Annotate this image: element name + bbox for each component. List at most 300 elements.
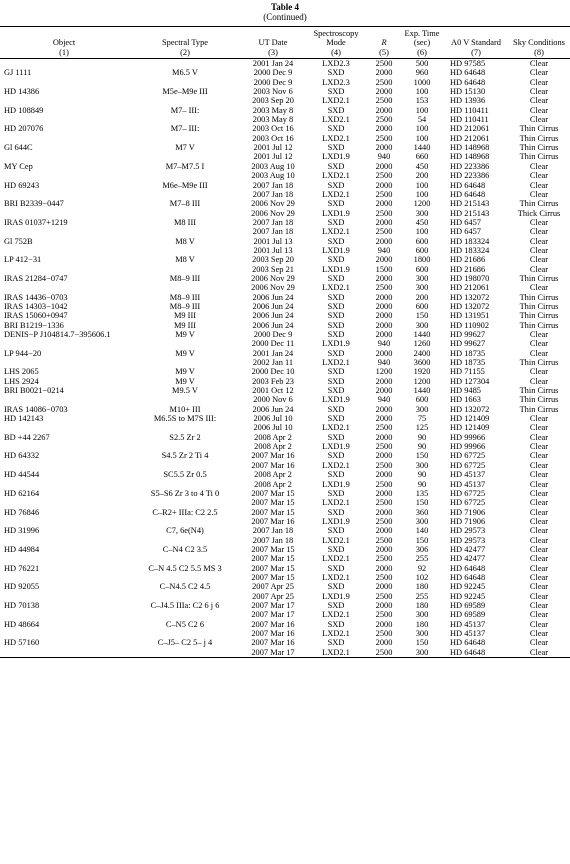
cell-exp-time: 300: [415, 208, 429, 218]
cell-sky: Clear: [529, 488, 549, 498]
table-row: [0, 274, 570, 283]
cell-mode: LXD1.9: [322, 245, 350, 255]
table-row: [0, 582, 570, 591]
table-row: [0, 152, 570, 161]
cell-ut-date: 2006 Jun 24: [252, 301, 294, 311]
cell-exp-time: 54: [417, 115, 427, 125]
cell-sky: Clear: [529, 498, 549, 508]
cell-object: [0, 554, 128, 563]
cell-ut-date: 2007 Mar 17: [242, 648, 304, 658]
cell-mode: SXD: [327, 367, 345, 377]
table-row: [0, 648, 570, 658]
cell-mode: LXD1.9: [322, 264, 350, 274]
cell-mode: SXD: [327, 563, 345, 573]
cell-object: [0, 498, 128, 507]
cell-exp-time: 135: [415, 488, 429, 498]
table-row: [0, 115, 570, 124]
cell-mode: SXD: [327, 273, 345, 283]
cell-spectral-type: M5e–M9e III: [162, 87, 208, 97]
cell-mode: SXD: [327, 582, 345, 592]
cell-ut-date: 2006 Nov 29: [251, 283, 295, 293]
cell-spectral-type: [128, 423, 242, 432]
cell-object: HD 69243: [4, 180, 40, 190]
table-row: [0, 96, 570, 105]
cell-exp-time: 450: [415, 217, 429, 227]
cell-sky: Clear: [529, 348, 549, 358]
cell-resolution: 2000: [375, 255, 393, 265]
cell-ut-date: 2000 Dec 10: [251, 367, 295, 377]
cell-resolution: 2000: [375, 470, 393, 480]
cell-standard: HD 18735: [450, 348, 486, 358]
cell-spectral-type: M9 V: [175, 348, 195, 358]
cell-ut-date: 2003 Nov 6: [253, 87, 293, 97]
cell-ut-date: 2008 Apr 2: [254, 470, 292, 480]
cell-sky: Clear: [529, 600, 549, 610]
cell-object: [0, 648, 128, 658]
cell-mode: LXD1.9: [322, 591, 350, 601]
cell-spectral-type: M9 III: [173, 311, 197, 321]
cell-sky: Thin Cirrus: [519, 301, 559, 311]
table-row: [0, 461, 570, 470]
cell-standard: HD 92245: [450, 582, 486, 592]
cell-ut-date: 2008 Apr 2: [254, 442, 292, 452]
cell-mode: LXD1.9: [322, 395, 350, 405]
cell-standard: HD 148968: [450, 143, 490, 153]
cell-mode: SXD: [327, 330, 345, 339]
table-row: [0, 592, 570, 601]
cell-object: HD 62164: [4, 488, 40, 498]
cell-ut-date: 2007 Mar 16: [251, 516, 295, 526]
cell-spectral-type: M10+ III: [169, 404, 201, 414]
cell-ut-date: 2001 Jul 13: [253, 245, 293, 255]
cell-spectral-type: [128, 339, 242, 348]
cell-mode: LXD2.1: [304, 648, 368, 658]
cell-object: HD 48664: [4, 619, 40, 629]
cell-standard: HD 64648: [450, 77, 486, 87]
col-number: (5): [368, 48, 400, 59]
cell-resolution: 2000: [375, 161, 393, 171]
table-row: [0, 620, 570, 629]
cell-ut-date: 2007 Mar 16: [251, 619, 295, 629]
cell-sky: Clear: [529, 442, 549, 452]
cell-sky: Clear: [529, 189, 549, 199]
cell-exp-time: 100: [415, 124, 429, 134]
table-row: [0, 423, 570, 432]
cell-sky: Thin Cirrus: [519, 404, 559, 414]
table-row: [0, 451, 570, 460]
cell-resolution: 2000: [375, 311, 393, 321]
cell-spectral-type: C–N5 C2 6: [165, 619, 205, 629]
cell-object: HD 44544: [4, 470, 40, 480]
cell-resolution: 2000: [375, 124, 393, 134]
cell-object: [0, 461, 128, 470]
cell-resolution: 2500: [375, 133, 393, 143]
cell-sky: Clear: [529, 77, 549, 87]
table-row: [0, 573, 570, 582]
cell-resolution: 2500: [375, 77, 393, 87]
cell-ut-date: 2007 Jan 18: [252, 526, 294, 536]
table-body: [0, 59, 570, 658]
table-row: [0, 349, 570, 358]
cell-object: IRAS 21284−0747: [4, 273, 68, 283]
cell-sky: Thin Cirrus: [519, 386, 559, 396]
cell-object: [0, 227, 128, 236]
col-header-ut-date: UT Date: [242, 27, 304, 48]
cell-standard: HD 71155: [450, 367, 485, 377]
cell-sky: Thin Cirrus: [519, 395, 559, 405]
cell-ut-date: 2008 Apr 2: [254, 479, 292, 489]
cell-mode: LXD2.1: [322, 189, 350, 199]
cell-mode: LXD2.1: [322, 96, 350, 106]
col-number: (1): [0, 48, 128, 59]
cell-sky: Clear: [529, 87, 549, 97]
cell-standard: HD 110411: [450, 115, 489, 125]
cell-object: [0, 480, 128, 489]
cell-mode: SXD: [327, 619, 345, 629]
cell-sky: Clear: [529, 330, 549, 339]
cell-resolution: 2500: [375, 460, 393, 470]
cell-object: HD 31996: [4, 526, 40, 536]
table-row: [0, 638, 570, 647]
cell-mode: SXD: [327, 507, 345, 517]
cell-mode: SXD: [327, 143, 345, 153]
cell-resolution: 2000: [375, 330, 393, 339]
cell-standard: HD 64648: [444, 648, 508, 658]
cell-standard: HD 215143: [450, 199, 490, 209]
cell-resolution: 2000: [375, 600, 393, 610]
cell-spectral-type: [128, 59, 242, 69]
cell-exp-time: 200: [415, 171, 429, 181]
cell-standard: HD 223386: [450, 171, 490, 181]
cell-object: LP 944−20: [4, 348, 42, 358]
col-number: (7): [444, 48, 508, 59]
cell-exp-time: 1440: [413, 143, 431, 153]
cell-sky: Clear: [529, 227, 549, 237]
cell-object: [0, 358, 128, 367]
cell-object: BD +44 2267: [4, 432, 50, 442]
cell-ut-date: 2006 Jul 10: [253, 423, 293, 433]
cell-spectral-type: S2.5 Zr 2: [169, 432, 201, 442]
cell-exp-time: 300: [415, 460, 429, 470]
cell-mode: LXD2.1: [322, 358, 350, 368]
cell-spectral-type: [128, 573, 242, 582]
cell-resolution: 2000: [375, 488, 393, 498]
cell-mode: SXD: [327, 255, 345, 265]
cell-mode: LXD2.1: [322, 572, 350, 582]
cell-ut-date: 2007 Mar 15: [251, 498, 295, 508]
cell-ut-date: 2003 Aug 10: [251, 161, 295, 171]
cell-mode: SXD: [327, 348, 345, 358]
cell-mode: LXD1.9: [322, 208, 350, 218]
cell-spectral-type: M9 V: [175, 376, 195, 386]
table-row: [0, 414, 570, 423]
cell-mode: LXD1.9: [322, 479, 350, 489]
cell-spectral-type: [128, 536, 242, 545]
cell-object: [0, 190, 128, 199]
cell-sky: Thin Cirrus: [519, 358, 559, 368]
cell-object: [0, 115, 128, 124]
col-header-spectroscopy-mode: Spectroscopy Mode: [304, 27, 368, 48]
cell-object: HD 44984: [4, 544, 40, 554]
cell-standard: HD 64648: [450, 68, 486, 78]
cell-sky: Clear: [529, 423, 549, 433]
cell-resolution: 2500: [375, 498, 393, 508]
cell-resolution: 2500: [375, 516, 393, 526]
cell-exp-time: 300: [415, 404, 429, 414]
cell-ut-date: 2007 Apr 25: [252, 582, 294, 592]
cell-exp-time: 1260: [413, 339, 431, 349]
cell-spectral-type: C–J5– C2 5– j 4: [157, 638, 213, 648]
cell-object: [0, 134, 128, 143]
cell-object: [0, 629, 128, 638]
cell-resolution: 2000: [375, 526, 393, 536]
cell-ut-date: 2006 Nov 29: [251, 199, 295, 209]
cell-sky: Thin Cirrus: [519, 143, 559, 153]
cell-object: [0, 152, 128, 161]
cell-exp-time: 140: [415, 526, 429, 536]
cell-object: MY Cep: [4, 161, 33, 171]
cell-spectral-type: M9 V: [175, 330, 195, 339]
cell-spectral-type: M6e–M9e III: [162, 180, 208, 190]
table-row: [0, 358, 570, 367]
table-row: [0, 181, 570, 190]
table-row: [0, 162, 570, 171]
cell-standard: HD 212061: [450, 124, 490, 134]
table-row: [0, 339, 570, 348]
cell-exp-time: 90: [417, 470, 427, 480]
cell-standard: HD 29573: [450, 526, 486, 536]
cell-resolution: 2000: [375, 68, 393, 78]
cell-ut-date: 2003 May 8: [252, 115, 294, 125]
cell-resolution: 2500: [375, 610, 393, 620]
cell-spectral-type: [128, 498, 242, 507]
cell-ut-date: 2006 Jun 24: [252, 311, 294, 321]
cell-object: BRI B0021−0214: [4, 386, 64, 396]
table-row: [0, 302, 570, 311]
cell-sky: Clear: [529, 161, 549, 171]
cell-ut-date: 2007 Mar 15: [251, 563, 295, 573]
cell-exp-time: 200: [415, 292, 429, 302]
cell-exp-time: 960: [415, 68, 429, 78]
cell-standard: HD 1663: [450, 395, 481, 405]
cell-spectral-type: [128, 517, 242, 526]
cell-standard: HD 132072: [450, 301, 490, 311]
cell-object: [0, 395, 128, 404]
cell-sky: Clear: [529, 339, 549, 349]
table-row: [0, 610, 570, 619]
cell-exp-time: 600: [415, 245, 429, 255]
cell-spectral-type: [128, 78, 242, 87]
cell-ut-date: 2001 Jul 12: [253, 143, 293, 153]
cell-mode: LXD2.1: [322, 535, 350, 545]
cell-resolution: 2000: [375, 544, 393, 554]
table-title: Table 4: [271, 2, 299, 12]
cell-sky: Clear: [529, 507, 549, 517]
cell-sky: Clear: [529, 563, 549, 573]
cell-sky: Clear: [529, 638, 549, 648]
cell-resolution: 2500: [375, 479, 393, 489]
cell-exp-time: 75: [417, 414, 427, 424]
cell-standard: HD 42477: [450, 554, 486, 564]
cell-resolution: 2000: [375, 582, 393, 592]
cell-exp-time: 125: [415, 423, 429, 433]
cell-resolution: 2000: [375, 404, 393, 414]
cell-exp-time: 600: [415, 264, 429, 274]
cell-spectral-type: S4.5 Zr 2 Ti 4: [161, 451, 209, 461]
cell-exp-time: 100: [415, 227, 429, 237]
cell-spectral-type: [128, 442, 242, 451]
cell-mode: LXD1.9: [322, 339, 350, 349]
cell-standard: HD 183324: [450, 245, 490, 255]
cell-spectral-type: [128, 96, 242, 105]
cell-sky: Clear: [529, 245, 549, 255]
cell-ut-date: 2001 Jul 13: [253, 236, 293, 246]
cell-object: [0, 96, 128, 105]
cell-exp-time: 306: [415, 544, 429, 554]
cell-sky: Clear: [529, 376, 549, 386]
cell-ut-date: 2007 Mar 15: [251, 488, 295, 498]
col-header-sky-conditions: Sky Conditions: [508, 27, 570, 48]
cell-ut-date: 2007 Jan 18: [252, 189, 294, 199]
cell-sky: Clear: [529, 591, 549, 601]
cell-mode: SXD: [327, 414, 345, 424]
cell-standard: HD 67725: [450, 488, 486, 498]
cell-sky: Clear: [529, 68, 549, 78]
cell-standard: HD 97585: [450, 59, 486, 69]
cell-ut-date: 2007 Mar 16: [251, 629, 295, 638]
cell-spectral-type: [128, 480, 242, 489]
cell-ut-date: 2007 Mar 15: [251, 572, 295, 582]
cell-spectral-type: M9.5 V: [172, 386, 198, 396]
cell-exp-time: 1200: [413, 376, 431, 386]
cell-mode: SXD: [327, 404, 345, 414]
cell-standard: HD 15130: [450, 87, 486, 97]
cell-resolution: 2000: [375, 292, 393, 302]
cell-sky: Clear: [529, 610, 549, 620]
cell-spectral-type: M9 V: [175, 367, 195, 377]
cell-spectral-type: C–R2+ IIIa: C2 2.5: [152, 507, 218, 517]
cell-resolution: 2500: [375, 442, 393, 452]
cell-standard: HD 67725: [450, 451, 486, 461]
cell-sky: Clear: [529, 264, 549, 274]
col-number: (2): [128, 48, 242, 59]
cell-spectral-type: [128, 648, 242, 658]
cell-object: [0, 283, 128, 292]
cell-spectral-type: M8 III: [173, 217, 197, 227]
cell-sky: Thin Cirrus: [519, 320, 559, 330]
table-row: [0, 489, 570, 498]
cell-spectral-type: M7– III:: [170, 124, 200, 134]
cell-resolution: 2000: [375, 451, 393, 461]
col-header-spectral-type: Spectral Type: [128, 27, 242, 48]
cell-object: [0, 423, 128, 432]
cell-mode: SXD: [327, 470, 345, 480]
table-row: [0, 536, 570, 545]
table-row: [0, 68, 570, 77]
col-number: (8): [508, 48, 570, 59]
cell-ut-date: 2007 Mar 15: [251, 554, 295, 564]
cell-exp-time: 1440: [413, 386, 431, 396]
cell-resolution: 2500: [375, 96, 393, 106]
table-row: [0, 227, 570, 236]
cell-object: IRAS 14436−0703: [4, 292, 68, 302]
table-row: [0, 293, 570, 302]
cell-exp-time: 300: [400, 648, 444, 658]
cell-exp-time: 600: [415, 395, 429, 405]
table-row: [0, 330, 570, 339]
cell-sky: Clear: [529, 516, 549, 526]
table-row: [0, 87, 570, 96]
cell-mode: LXD1.9: [322, 442, 350, 452]
cell-resolution: 2500: [375, 189, 393, 199]
cell-sky: Clear: [529, 367, 549, 377]
cell-sky: Thin Cirrus: [519, 133, 559, 143]
cell-exp-time: 150: [415, 638, 429, 648]
cell-mode: SXD: [327, 105, 345, 115]
cell-exp-time: 180: [415, 582, 429, 592]
cell-standard: HD 67725: [450, 498, 486, 508]
cell-exp-time: 600: [415, 301, 429, 311]
cell-sky: Clear: [529, 59, 549, 69]
cell-exp-time: 2400: [413, 348, 431, 358]
col-header-exp-time: Exp. Time (sec): [400, 27, 444, 48]
cell-resolution: 2500: [368, 648, 400, 658]
cell-resolution: 2500: [375, 208, 393, 218]
cell-ut-date: 2000 Dec 9: [253, 330, 293, 339]
cell-spectral-type: [128, 115, 242, 124]
cell-mode: SXD: [327, 292, 345, 302]
cell-mode: SXD: [327, 68, 345, 78]
col-header-a0v-standard: A0 V Standard: [444, 27, 508, 48]
cell-resolution: 940: [377, 339, 391, 349]
cell-standard: HD 183324: [450, 236, 490, 246]
cell-standard: HD 64648: [450, 189, 486, 199]
cell-spectral-type: [128, 283, 242, 292]
cell-resolution: 2000: [375, 273, 393, 283]
cell-sky: Clear: [529, 451, 549, 461]
cell-ut-date: 2007 Mar 16: [251, 460, 295, 470]
table-row: [0, 283, 570, 292]
cell-exp-time: 100: [415, 133, 429, 143]
cell-ut-date: 2003 Oct 16: [252, 124, 294, 134]
cell-object: HD 64332: [4, 451, 40, 461]
cell-spectral-type: M7 V: [175, 143, 195, 153]
cell-exp-time: 300: [415, 273, 429, 283]
cell-exp-time: 255: [415, 591, 429, 601]
cell-sky: Thin Cirrus: [519, 152, 559, 162]
table-row: [0, 545, 570, 554]
cell-standard: HD 92245: [450, 591, 486, 601]
cell-object: IRAS 14086−0703: [4, 404, 68, 414]
cell-ut-date: 2007 Apr 25: [252, 591, 294, 601]
table-row: [0, 246, 570, 255]
cell-exp-time: 90: [417, 432, 427, 442]
cell-standard: HD 198070: [450, 273, 490, 283]
cell-resolution: 2000: [375, 143, 393, 153]
cell-standard: HD 21686: [450, 255, 486, 265]
cell-standard: HD 215143: [450, 208, 490, 218]
cell-object: HD 142143: [4, 414, 44, 424]
cell-ut-date: 2007 Mar 15: [251, 544, 295, 554]
cell-object: GJ 1111: [4, 68, 32, 78]
cell-mode: LXD2.1: [322, 423, 350, 433]
cell-spectral-type: [128, 134, 242, 143]
cell-exp-time: 300: [415, 516, 429, 526]
cell-standard: HD 110902: [450, 320, 490, 330]
cell-sky: Clear: [529, 180, 549, 190]
cell-sky: Clear: [529, 236, 549, 246]
cell-object: [0, 59, 128, 69]
